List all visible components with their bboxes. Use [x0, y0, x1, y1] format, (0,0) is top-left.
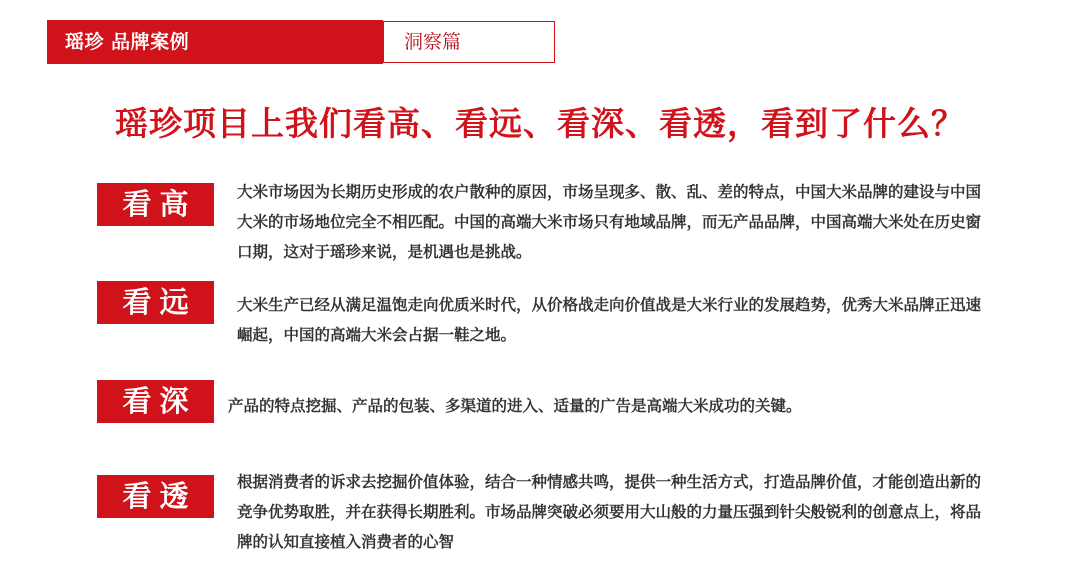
page-headline: 瑶珍项目上我们看高、看远、看深、看透，看到了什么？ [115, 104, 965, 143]
text-see-far: 大米生产已经从满足温饱走向优质米时代，从价格战走向价值战是大米行业的发展趋势，优秀大米品牌正迅速崛起，中国的高端大米会占据一鞋之地。 [237, 296, 982, 344]
text-see-high: 大米市场因为长期历史形成的农户散种的原因，市场呈现多、散、乱、差的特点，中国大米品牌的建设与中国大米的市场地位完全不相匹配。中国的高端大米市场只有地域品牌，而无产品品牌，中国高端大米处在历史窗口期，这对于瑶珍来说，是机遇也是挑战。 [237, 183, 982, 261]
label-see-high: 看高 [97, 183, 214, 226]
text-see-through: 根据消费者的诉求去挖掘价值体验，结合一种情感共鸣，提供一种生活方式，打造品牌价值，才能创造出新的竞争优势取胜，并在获得长期胜利。市场品牌突破必须要用大山般的力量压强到针尖般锐利的创意点上，将品牌的认知直接植入消费者的心智 [237, 473, 982, 551]
section-tab-insight: 洞察篇 [383, 21, 555, 63]
label-see-deep: 看深 [97, 380, 214, 423]
label-see-through: 看透 [97, 475, 214, 518]
case-title-bar: 瑶珍 品牌案例 [47, 20, 383, 64]
label-see-far: 看远 [97, 281, 214, 324]
text-see-deep: 产品的特点挖掘、产品的包装、多渠道的进入、适量的广告是高端大米成功的关键。 [228, 397, 802, 415]
